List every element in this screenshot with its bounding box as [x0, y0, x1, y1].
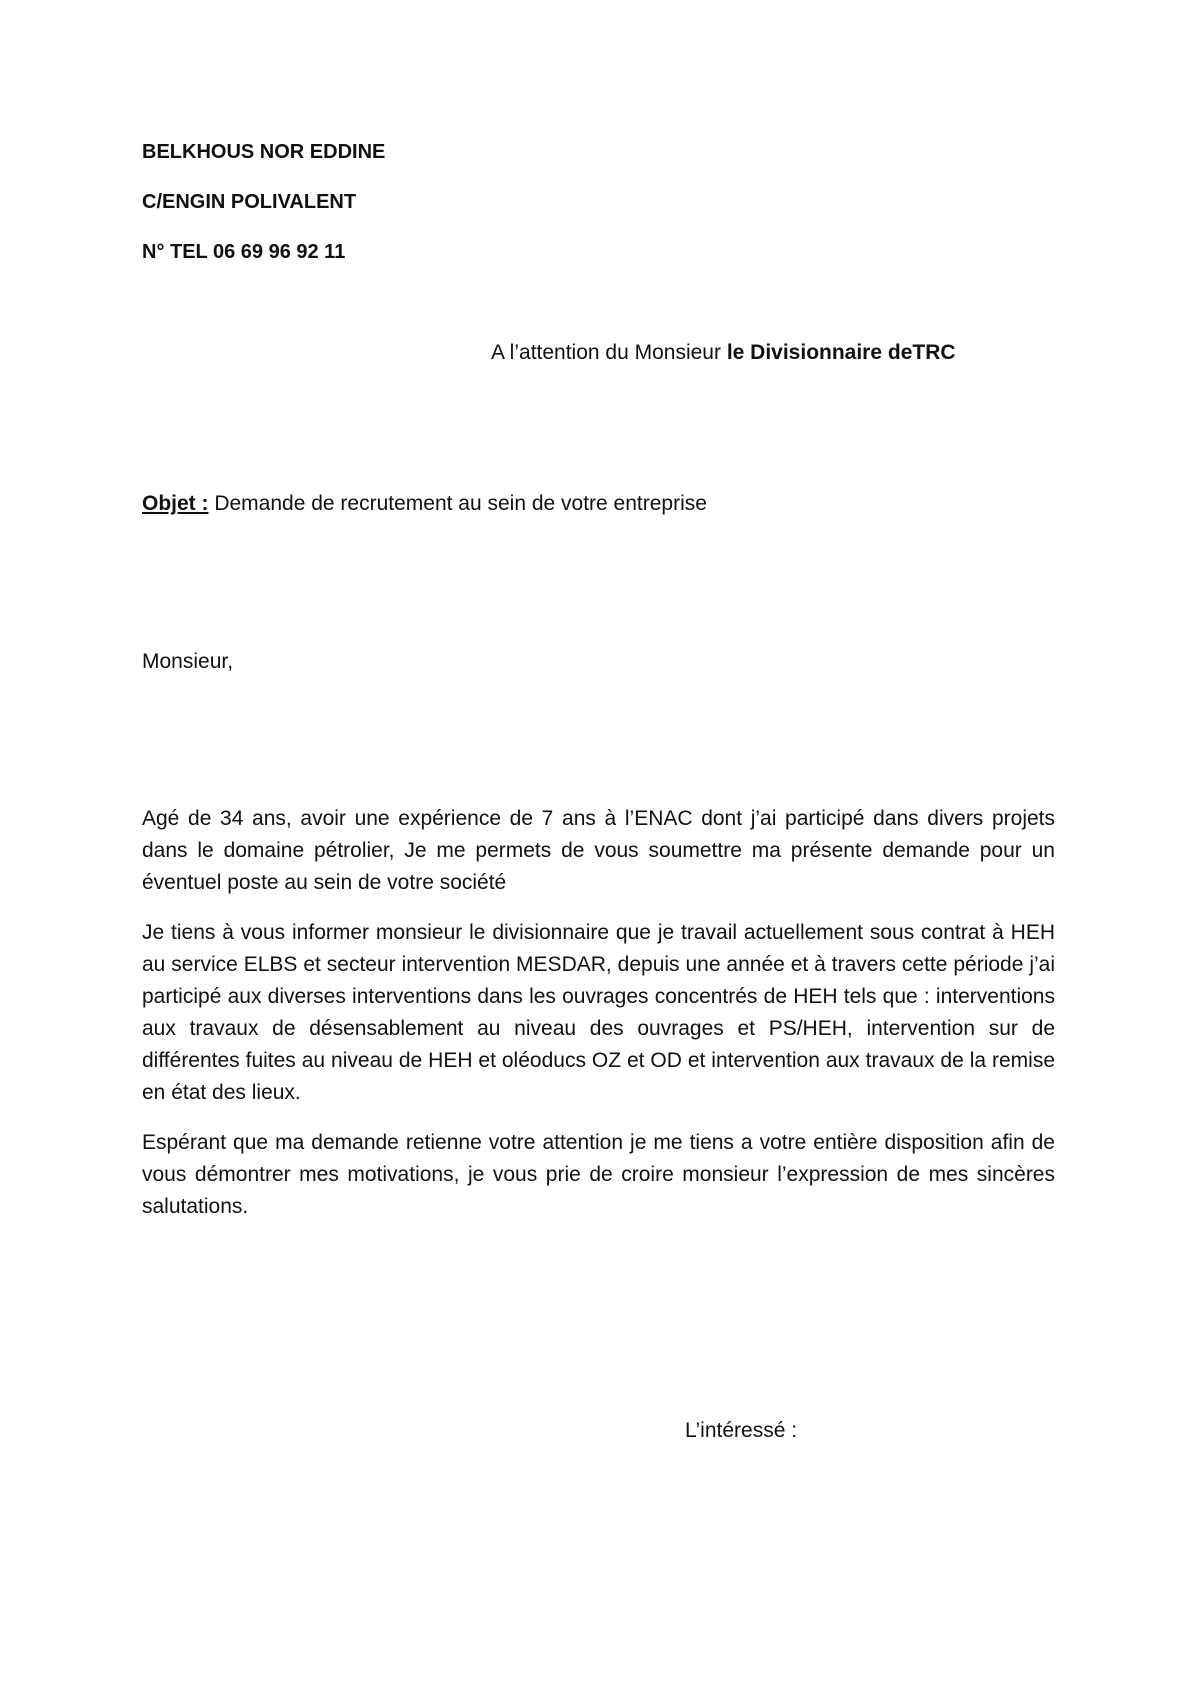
body-paragraph-experience: Agé de 34 ans, avoir une expérience de 7 ans à l’ENAC dont j’ai participé dans divers projets dans le domaine pétrolier, Je me permets de vous soumettre ma présente demande pour un éventuel poste au sein de votre société [142, 807, 1055, 894]
recipient-prefix: A l’attention du Monsieur [491, 341, 727, 364]
sender-position: C/ENGIN POLIVALENT [142, 191, 357, 213]
letter-body [142, 803, 1055, 1241]
subject-label: Objet : [142, 492, 209, 515]
salutation: Monsieur, [142, 650, 234, 673]
sender-phone: N° TEL 06 69 96 92 11 [142, 241, 346, 263]
recipient-title: le Divisionnaire deTRC [726, 341, 956, 364]
signature-label: L’intéressé : [685, 1419, 798, 1442]
subject-line [142, 491, 707, 517]
sender-name: BELKHOUS NOR EDDINE [142, 141, 386, 163]
recipient-line [491, 340, 956, 366]
sender-block [142, 140, 385, 290]
body-paragraph-closing-formula: Espérant que ma demande retienne votre attention je me tiens a votre entière disposition afin de vous démontrer mes motivations, je vous prie de croire monsieur l’expression de mes sincères salutations. [142, 1131, 1055, 1218]
body-paragraph-current-work: Je tiens à vous informer monsieur le divisionnaire que je travail actuellement sous contrat à HEH au service ELBS et secteur intervention MESDAR, depuis une année et à travers cette période j’ai participé aux diverses interventions dans les ouvrages concentrés de HEH tels que : interventions aux travaux de désensablement au niveau des ouvrages et PS/HEH, intervention sur de différentes fuites au niveau de HEH et oléoducs OZ et OD et intervention aux travaux de la remise en état des lieux. [142, 921, 1055, 1104]
subject-text: Demande de recrutement au sein de votre entreprise [208, 492, 707, 515]
